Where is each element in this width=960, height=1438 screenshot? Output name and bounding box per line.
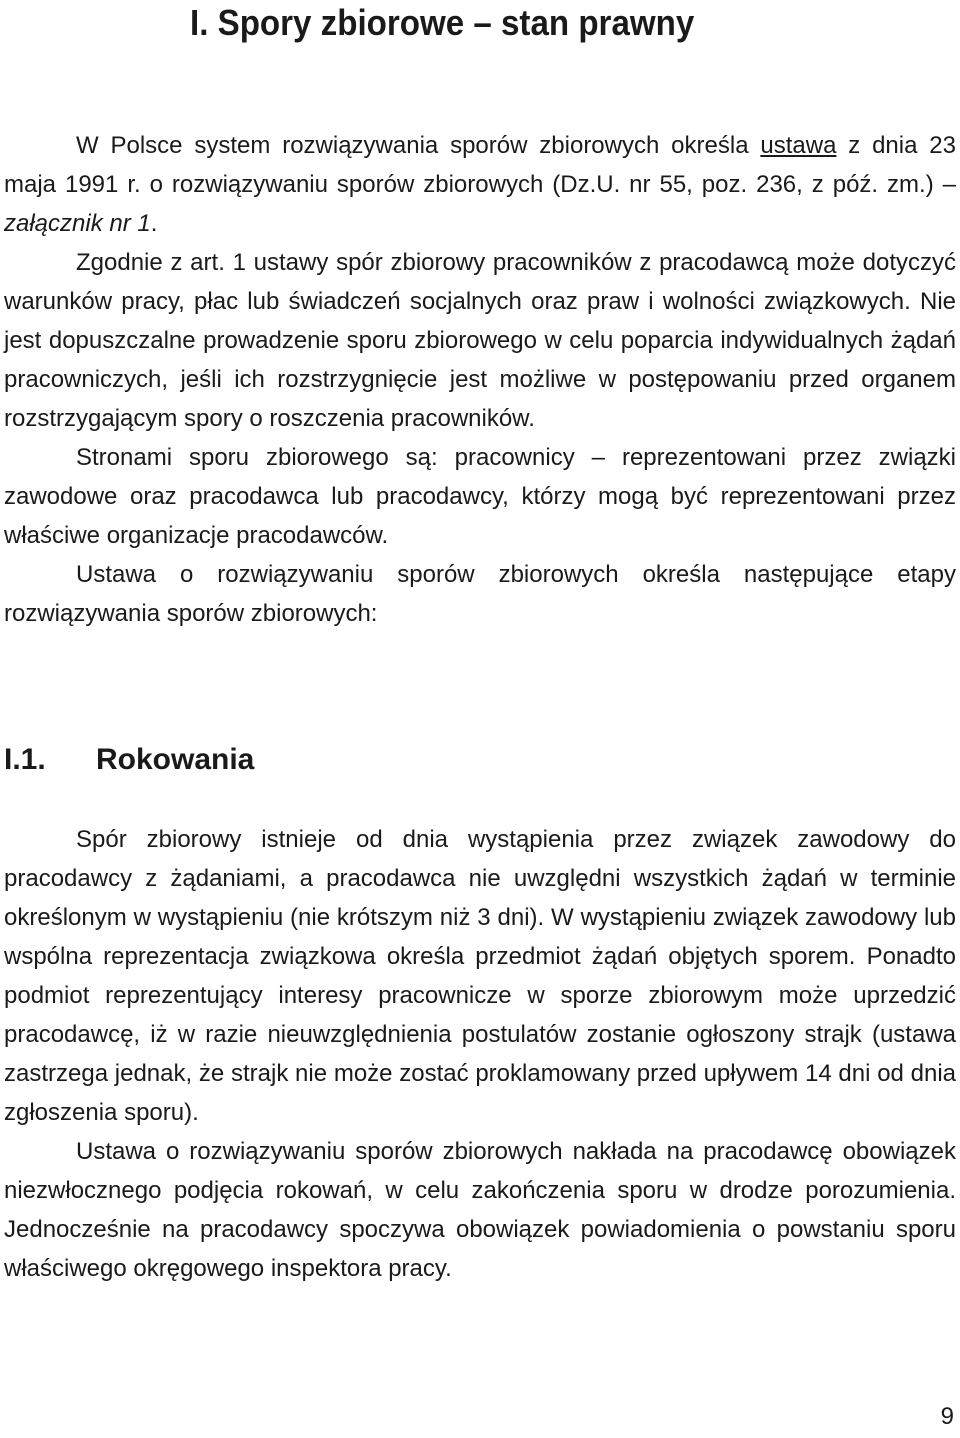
intro-paragraph-1-end: . [150,210,158,237]
intro-paragraph-1 [4,126,956,243]
page-number: 9 [940,1403,954,1430]
rokowania-section [4,820,956,1288]
rokowania-paragraph-2: Ustawa o rozwiązywaniu sporów zbiorowych nakłada na pracodawcę obowiązek niezwłocznego podjęcia rokowań, w celu zakończenia sporu w drodze porozumienia. Jednocześnie na pracodawcy spoczywa obowiązek powiadomienia o powstaniu sporu właściwego okręgowego inspektora pracy. [4,1138,956,1282]
rokowania-paragraph-1: Spór zbiorowy istnieje od dnia wystąpienia przez związek zawodowy do pracodawcy z żądaniami, a pracodawca nie uwzględni wszystkich żądań w terminie określonym w wystąpieniu (nie krótszym niż 3 dni). W wystąpieniu związek zawodowy lub wspólna reprezentacja związkowa określa przedmiot żądań objętych sporem. Ponadto podmiot reprezentujący interesy pracownicze w sporze zbiorowym może uprzedzić pracodawcę, iż w razie nieuwzględnienia postulatów zostanie ogłoszony strajk (ustawa zastrzega jednak, że strajk nie może zostać proklamowany przed upływem 14 dni od dnia zgłoszenia sporu). [4,826,956,1126]
intro-paragraph-2: Zgodnie z art. 1 ustawy spór zbiorowy pracowników z pracodawcą może dotyczyć warunków pracy, płac lub świadczeń socjalnych oraz praw i wolności związkowych. Nie jest dopuszczalne prowadzenie sporu zbiorowego w celu poparcia indywidualnych żądań pracowniczych, jeśli ich rozstrzygnięcie jest możliwe w postępowaniu przed organem rozstrzygającym spory o roszczenia pracowników. [4,249,956,432]
chapter-title: I. Spory zbiorowe – stan prawny [190,2,695,43]
intro-paragraph-1-mid: z dnia 23 maja 1991 r. o rozwiązywaniu sporów zbiorowych (Dz.U. nr 55, poz. 236, z póź. zm.) – [4,132,956,198]
intro-paragraph-1-lead: W Polsce system rozwiązywania sporów zbiorowych określa [76,132,761,159]
attachment-reference: załącznik nr 1 [4,210,151,237]
section-number: I.1. [4,743,46,776]
intro-section [4,126,956,633]
intro-paragraph-4: Ustawa o rozwiązywaniu sporów zbiorowych określa następujące etapy rozwiązywania sporów zbiorowych: [4,561,956,627]
section-title: Rokowania [96,743,255,776]
intro-paragraph-3: Stronami sporu zbiorowego są: pracownicy – reprezentowani przez związki zawodowe oraz pracodawca lub pracodawcy, którzy mogą być reprezentowani przez właściwe organizacje pracodawców. [4,444,956,549]
section-heading [4,738,254,782]
statute-link[interactable]: ustawa [760,132,837,159]
